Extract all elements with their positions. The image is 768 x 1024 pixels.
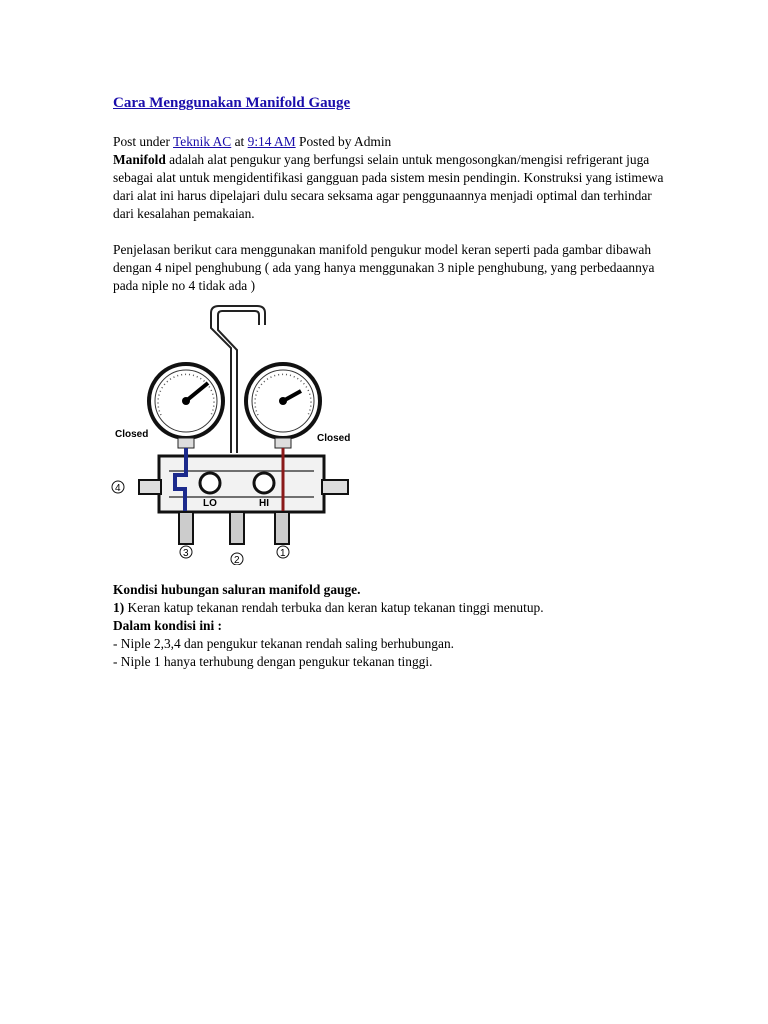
post-title[interactable]: Cara Menggunakan Manifold Gauge <box>113 95 351 111</box>
condition-subheading: Dalam kondisi ini : <box>113 618 223 633</box>
intro-paragraph <box>113 151 673 223</box>
high-pressure-gauge <box>246 364 320 448</box>
condition-line-2: - Niple 1 hanya terhubung dengan pengukur tekanan tinggi. <box>113 654 433 669</box>
posted-by-label: Posted by Admin <box>299 134 392 149</box>
nipple-4-label: 4 <box>115 483 121 494</box>
manifold-gauge-diagram <box>109 303 359 565</box>
intro-bold: Manifold <box>113 152 166 167</box>
nipple-1-label: 1 <box>280 548 286 559</box>
explanation-paragraph: Penjelasan berikut cara menggunakan manifold pengukur model keran seperti pada gambar dibawah dengan 4 nipel penghubung ( ada yang hanya menggunakan 3 niple penghubung, yang perbedaannya pada niple no 4 tidak ada ) <box>113 242 655 293</box>
hi-label: HI <box>259 498 269 509</box>
condition-heading: Kondisi hubungan saluran manifold gauge. <box>113 582 361 597</box>
condition-item-1: 1) Keran katup tekanan rendah terbuka dan keran katup tekanan tinggi menutup. <box>113 600 544 615</box>
at-label: at <box>234 134 245 149</box>
category-link[interactable]: Teknik AC <box>173 134 232 149</box>
low-pressure-gauge <box>149 364 223 448</box>
nipple-3-label: 3 <box>183 548 189 559</box>
lo-label: LO <box>203 498 217 509</box>
closed-left-label: Closed <box>115 429 149 440</box>
closed-right-label: Closed <box>317 433 351 444</box>
post-under-label: Post under <box>113 134 170 149</box>
hi-valve-icon <box>254 473 274 493</box>
lo-valve-icon <box>200 473 220 493</box>
condition-section <box>113 581 673 671</box>
time-link[interactable]: 9:14 AM <box>247 134 296 149</box>
post-body <box>113 94 673 295</box>
intro-text: adalah alat pengukur yang berfungsi selain untuk mengosongkan/mengisi refrigerant juga sebagai alat untuk mengidentifikasi gangguan pada sistem mesin pendingin. Konstruksi yang istimewa dari alat ini harus dipelajari dulu secara seksama agar penggunaannya menjadi optimal dan terhindar dari kesalahan pemakaian. <box>113 152 664 221</box>
nipple-2-label: 2 <box>234 555 240 565</box>
condition-line-1: - Niple 2,3,4 dan pengukur tekanan rendah saling berhubungan. <box>113 636 454 651</box>
post-meta <box>113 133 673 151</box>
